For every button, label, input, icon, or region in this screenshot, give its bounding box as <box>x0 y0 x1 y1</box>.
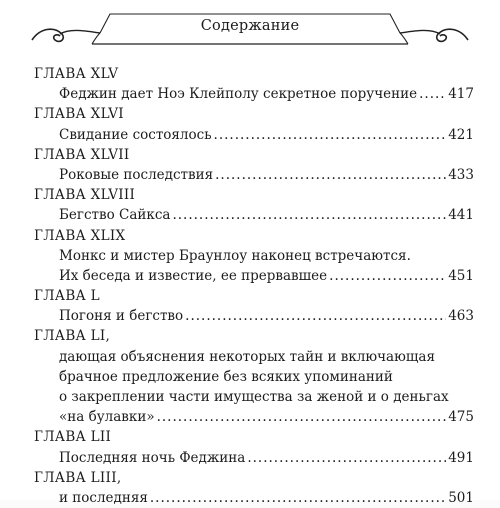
entry-title: Их беседа и известие, ее прервавшее <box>59 267 328 284</box>
toc-entry <box>34 205 474 225</box>
entry-title: Бегство Сайкса <box>59 207 171 224</box>
toc-entry: о закреплении части имущества за женой и о деньгах <box>59 389 449 405</box>
chapter-heading: ГЛАВА L <box>34 288 100 305</box>
entry-title: Роковые последствия <box>59 166 214 183</box>
chapter-heading: ГЛАВА LIII, <box>34 469 122 486</box>
page-number: 463 <box>448 308 474 325</box>
dot-leader <box>172 205 446 225</box>
page-number: 451 <box>448 267 474 284</box>
toc-entry: брачное предложение без всяких упоминаний <box>59 368 393 385</box>
chapter-heading: ГЛАВА LI, <box>34 328 111 345</box>
chapter-heading: ГЛАВА XLVII <box>34 146 130 163</box>
toc-entry <box>34 306 474 326</box>
page-number: 433 <box>448 166 474 183</box>
toc-entry <box>34 165 474 185</box>
toc-entry <box>34 407 474 427</box>
dot-leader <box>419 84 446 104</box>
chapter-heading: ГЛАВА XLV <box>34 66 119 82</box>
table-of-contents <box>34 64 474 508</box>
page-number: 441 <box>448 207 474 224</box>
page-number: 501 <box>448 489 474 506</box>
toc-entry <box>34 266 474 286</box>
toc-entry <box>34 125 474 145</box>
page-number: 421 <box>448 126 474 143</box>
dot-leader <box>329 266 446 286</box>
entry-title: Феджин дает Ноэ Клейполу секретное поручение <box>59 86 418 103</box>
dot-leader <box>214 125 447 145</box>
toc-entry <box>34 84 474 104</box>
entry-title: Свидание состоялось <box>59 126 212 143</box>
dot-leader <box>185 306 446 326</box>
toc-entry: дающая объяснения некоторых тайн и включающая <box>59 348 435 365</box>
entry-title: Последняя ночь Феджина <box>59 449 246 466</box>
toc-entry <box>34 488 474 508</box>
page-number: 417 <box>448 86 474 103</box>
page-number: 491 <box>448 449 474 466</box>
toc-header <box>30 6 470 54</box>
dot-leader <box>157 407 447 427</box>
chapter-heading: ГЛАВА LII <box>34 429 112 446</box>
entry-title: Погоня и бегство <box>59 308 184 325</box>
entry-title: «на булавки» <box>59 409 155 426</box>
chapter-heading: ГЛАВА XLIX <box>34 227 126 244</box>
entry-title: и последняя <box>59 489 148 506</box>
page-number: 475 <box>448 409 474 426</box>
dot-leader <box>215 165 446 185</box>
toc-entry <box>34 448 474 468</box>
chapter-heading: ГЛАВА XLVIII <box>34 187 136 204</box>
dot-leader <box>150 488 446 508</box>
chapter-heading: ГЛАВА XLVI <box>34 106 124 123</box>
dot-leader <box>247 448 446 468</box>
page-title: Содержание <box>200 18 300 34</box>
toc-entry: Монкс и мистер Браунлоу наконец встречаются. <box>59 247 411 264</box>
